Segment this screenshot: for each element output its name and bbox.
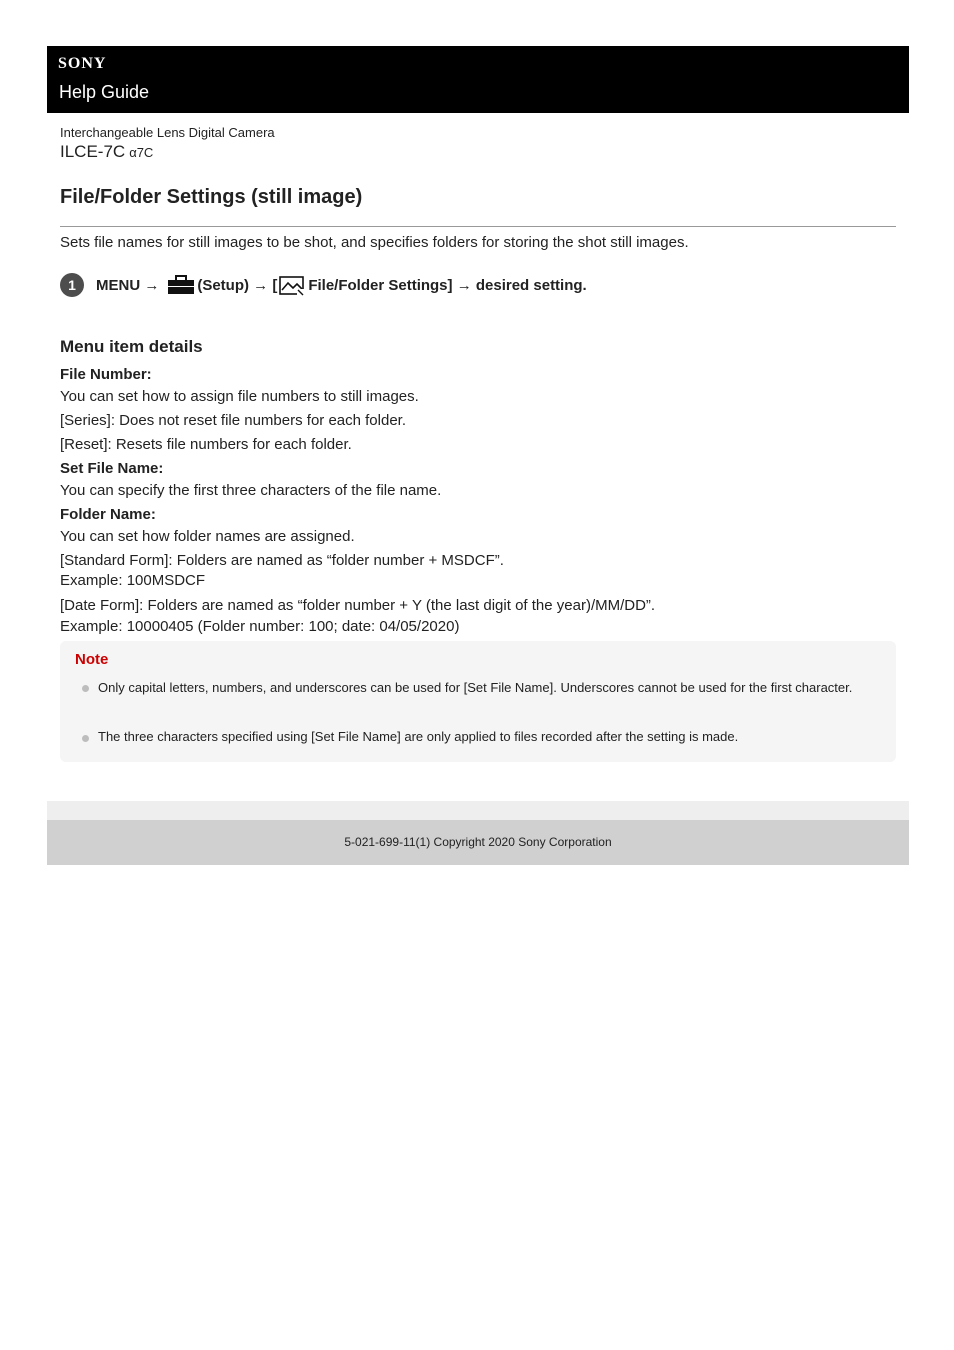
folder-name-date: [Date Form]: Folders are named as “folder number + Y (the last digit of the year)/MM/DD”. — [60, 597, 656, 614]
model-name — [60, 142, 153, 162]
file-number-reset: [Reset]: Resets file numbers for each folder. — [60, 436, 352, 453]
step-instruction — [96, 274, 587, 296]
folder-name-desc: You can set how folder names are assigned. — [60, 528, 355, 545]
footer-spacer — [47, 801, 909, 820]
file-number-series: [Series]: Does not reset file numbers for each folder. — [60, 412, 407, 429]
sony-logo: SONY — [58, 55, 107, 72]
model-alias: α7C — [129, 145, 154, 160]
model-code: ILCE-7C — [60, 142, 126, 161]
help-guide-label: Help Guide — [59, 82, 150, 102]
page-header — [47, 46, 909, 113]
step-setup-text: (Setup) → [ — [197, 276, 278, 294]
footer-copyright: 5-021-699-11(1) Copyright 2020 Sony Corporation — [47, 820, 909, 865]
folder-name-label: Folder Name: — [60, 506, 156, 523]
set-file-name-desc: You can specify the first three characters of the file name. — [60, 482, 442, 499]
step-menu-text: MENU → — [96, 276, 160, 294]
folder-name-standard: [Standard Form]: Folders are named as “folder number + MSDCF”. — [60, 552, 504, 569]
menu-details-heading: Menu item details — [60, 337, 203, 356]
still-image-icon — [279, 274, 305, 296]
page-title: File/Folder Settings (still image) — [60, 186, 363, 208]
bullet-icon — [82, 685, 89, 692]
folder-name-standard-example: Example: 100MSDCF — [60, 572, 206, 589]
folder-name-date-example: Example: 10000405 (Folder number: 100; date: 04/05/2020) — [60, 618, 460, 635]
title-divider — [60, 226, 896, 227]
step-target-text: File/Folder Settings] → desired setting. — [308, 276, 587, 294]
setup-toolbox-icon — [167, 275, 195, 295]
file-number-desc: You can set how to assign file numbers to still images. — [60, 388, 419, 405]
note-item: The three characters specified using [Set File Name] are only applied to files recorded after the setting is made. — [98, 729, 739, 744]
set-file-name-label: Set File Name: — [60, 460, 164, 477]
note-title: Note — [75, 651, 109, 668]
intro-text: Sets file names for still images to be shot, and specifies folders for storing the shot still images. — [60, 234, 689, 251]
bullet-icon — [82, 735, 89, 742]
note-item: Only capital letters, numbers, and underscores can be used for [Set File Name]. Underscores cannot be used for the first character. — [98, 680, 853, 695]
product-type: Interchangeable Lens Digital Camera — [60, 125, 275, 140]
file-number-label: File Number: — [60, 366, 152, 383]
note-box — [60, 641, 896, 762]
step-number-badge: 1 — [60, 273, 84, 297]
